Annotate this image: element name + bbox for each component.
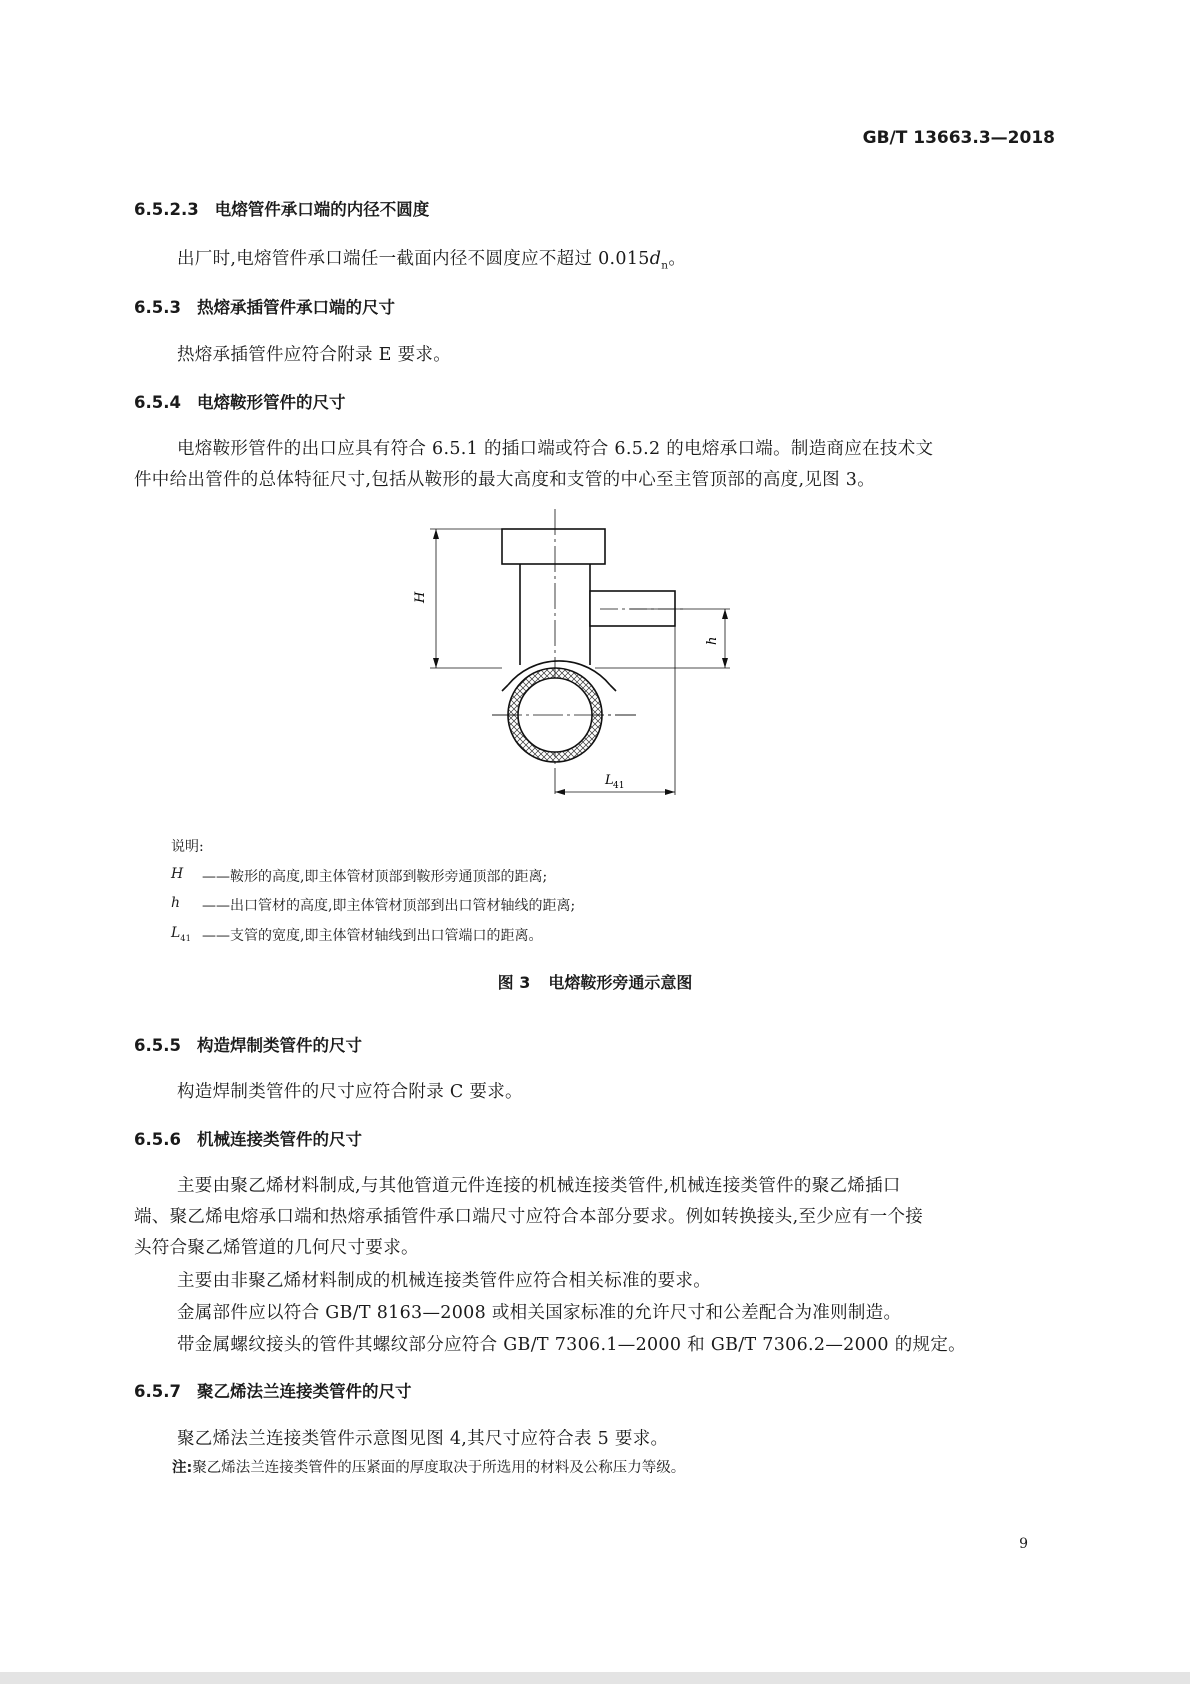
section-number: 6.5.6 (134, 1130, 181, 1149)
legend-symbol: L (171, 925, 181, 941)
paragraph-653: 热熔承插管件应符合附录 E 要求。 (177, 345, 451, 365)
page-bottom-edge (0, 1672, 1190, 1684)
paragraph-657: 聚乙烯法兰连接类管件示意图见图 4,其尺寸应符合表 5 要求。 (177, 1429, 669, 1449)
paragraph-656-line1: 主要由聚乙烯材料制成,与其他管道元件连接的机械连接类管件,机械连接类管件的聚乙烯插口 (177, 1176, 901, 1196)
section-number: 6.5.2.3 (134, 200, 199, 219)
section-heading-653 (134, 294, 395, 318)
paragraph-656-line3: 头符合聚乙烯管道的几何尺寸要求。 (134, 1238, 419, 1258)
section-heading-657 (134, 1378, 411, 1402)
section-title: 热熔承插管件承口端的尺寸 (196, 298, 395, 317)
section-heading-656 (134, 1126, 362, 1150)
section-number: 6.5.7 (134, 1382, 181, 1401)
var-d: d (649, 249, 662, 269)
section-number: 6.5.3 (134, 298, 181, 317)
note-label: 注: (172, 1460, 193, 1476)
section-title: 构造焊制类管件的尺寸 (196, 1036, 362, 1055)
paragraph-656-2: 主要由非聚乙烯材料制成的机械连接类管件应符合相关标准的要求。 (177, 1271, 711, 1291)
paragraph-656-line2: 端、聚乙烯电熔承口端和热熔承插管件承口端尺寸应符合本部分要求。例如转换接头,至少应有一个接 (134, 1207, 924, 1227)
legend-text: ——支管的宽度,即主体管材轴线到出口管端口的距离。 (202, 928, 543, 944)
section-title: 电熔管件承口端的内径不圆度 (214, 200, 430, 219)
legend-text: ——出口管材的高度,即主体管材顶部到出口管材轴线的距离; (202, 898, 576, 914)
dim-H-label: H (413, 591, 428, 603)
legend-symbol: H (171, 866, 184, 882)
legend-symbol: h (171, 895, 181, 911)
paragraph-654-line1: 电熔鞍形管件的出口应具有符合 6.5.1 的插口端或符合 6.5.2 的电熔承口端。制造商应在技术文 (177, 439, 934, 459)
paragraph-end: 。 (668, 249, 687, 269)
paragraph-655: 构造焊制类管件的尺寸应符合附录 C 要求。 (177, 1082, 523, 1102)
section-title: 机械连接类管件的尺寸 (196, 1130, 362, 1149)
paragraph-654-line2: 件中给出管件的总体特征尺寸,包括从鞍形的最大高度和支管的中心至主管顶部的高度,见图 3。 (134, 470, 876, 490)
legend-symbol-l41 (171, 925, 191, 943)
figure-caption (0, 970, 1190, 993)
paragraph-656-3: 金属部件应以符合 GB/T 8163—2008 或相关国家标准的允许尺寸和公差配合为准则制造。 (177, 1303, 902, 1323)
paragraph-text: 出厂时,电熔管件承口端任一截面内径不圆度应不超过 0.015 (177, 249, 650, 269)
standard-code: GB/T 13663.3—2018 (862, 128, 1055, 148)
note-text: 聚乙烯法兰连接类管件的压紧面的厚度取决于所选用的材料及公称压力等级。 (192, 1460, 686, 1476)
dim-L-label: L (605, 773, 614, 788)
note (172, 1456, 685, 1477)
branch-cap (502, 529, 605, 564)
section-number: 6.5.4 (134, 393, 181, 412)
figure-title: 电熔鞍形旁通示意图 (548, 973, 693, 992)
legend-symbol-sub: 41 (180, 932, 191, 943)
dim-L-sub: 41 (613, 781, 625, 791)
outlet-pipe (590, 591, 675, 626)
saddle-tee-diagram (400, 505, 760, 805)
section-title: 电熔鞍形管件的尺寸 (196, 393, 346, 412)
section-heading-654 (134, 389, 345, 413)
section-heading-655 (134, 1032, 362, 1056)
legend-title: 说明: (171, 839, 204, 855)
section-number: 6.5.5 (134, 1036, 181, 1055)
page-number: 9 (1019, 1536, 1028, 1552)
section-heading-6523 (134, 196, 429, 220)
section-title: 聚乙烯法兰连接类管件的尺寸 (196, 1382, 412, 1401)
var-d-sub: n (661, 259, 669, 272)
paragraph-656-4: 带金属螺纹接头的管件其螺纹部分应符合 GB/T 7306.1—2000 和 GB/T 7306.2—2000 的规定。 (177, 1335, 966, 1355)
figure-number: 图 3 (497, 973, 531, 992)
paragraph-6523 (177, 245, 686, 272)
legend-text: ——鞍形的高度,即主体管材顶部到鞍形旁通顶部的距离; (202, 869, 548, 885)
dim-h-label: h (705, 636, 720, 645)
